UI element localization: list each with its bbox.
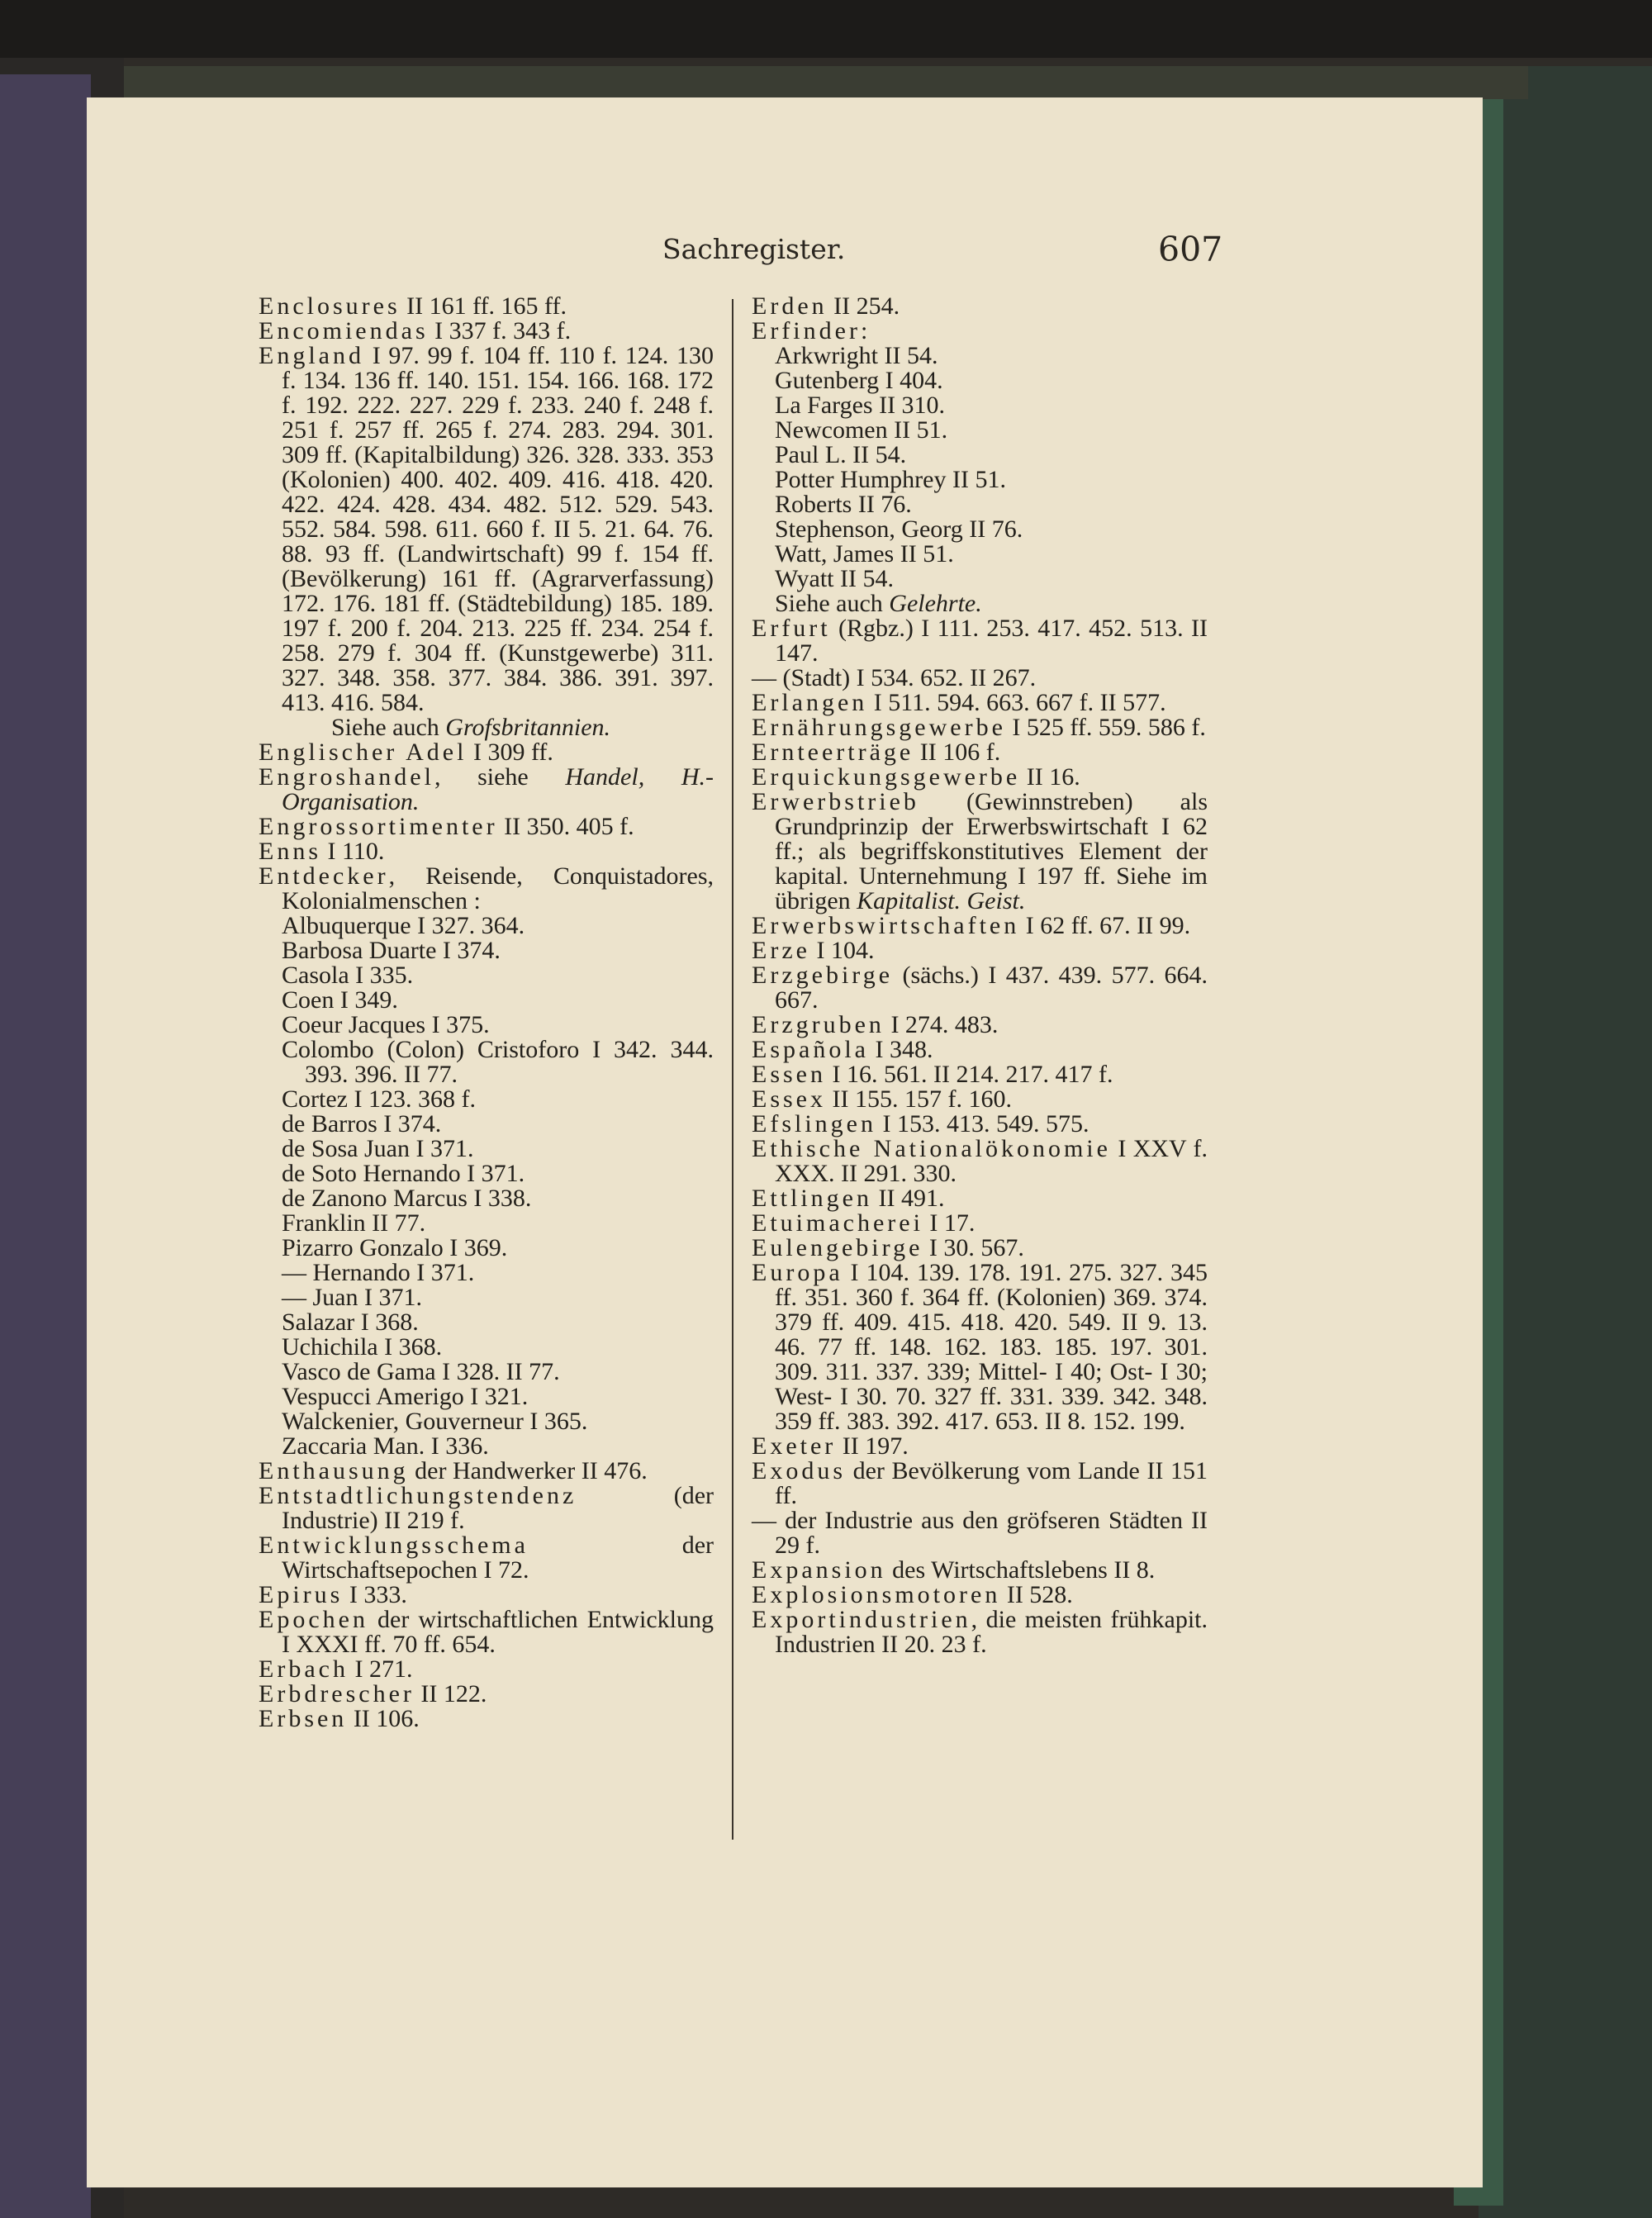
index-entry (752, 591, 1208, 616)
entry-headword: Epirus (259, 1581, 344, 1608)
entry-references: Vasco de Gama I 328. II 77. (282, 1358, 560, 1385)
entry-references: Siehe auch (331, 714, 446, 741)
index-entry (259, 1533, 714, 1583)
index-entry (752, 492, 1208, 517)
entry-headword: Entwicklungsschema (259, 1532, 529, 1559)
entry-references: II 16. (1020, 763, 1080, 791)
entry-references: I 110. (321, 838, 385, 865)
index-entry (259, 1409, 714, 1434)
entry-references: Potter Humphrey II 51. (775, 466, 1006, 493)
entry-headword: England (259, 342, 364, 369)
entry-references: (Rgbz.) I 111. 253. 417. 452. 513. II 147. (775, 615, 1208, 667)
index-entry (752, 790, 1208, 914)
entry-references: I 274. 483. (884, 1011, 999, 1038)
entry-references: I 153. 413. 549. 575. (876, 1110, 1089, 1137)
entry-references: , die meisten frühkapit. Industrien II 20. 23 f. (775, 1606, 1208, 1658)
entry-references: Zaccaria Man. I 336. (282, 1432, 489, 1460)
index-entry (752, 368, 1208, 393)
entry-references: Casola I 335. (282, 962, 414, 989)
entry-references: Barbosa Duarte I 374. (282, 937, 501, 964)
index-entry (259, 1186, 714, 1211)
entry-references: II 106. (347, 1705, 420, 1732)
index-entry (752, 1186, 1208, 1211)
entry-references: Uchichila I 368. (282, 1333, 443, 1361)
running-title: Sachregister. (662, 233, 846, 265)
index-entry (752, 740, 1208, 765)
index-entry (752, 1434, 1208, 1459)
entry-headword: Erden (752, 292, 828, 320)
index-entry (752, 1583, 1208, 1608)
entry-references: Cortez I 123. 368 f. (282, 1085, 476, 1113)
index-entry (752, 517, 1208, 542)
index-entry (752, 666, 1208, 691)
entry-cross-reference: Kapitalist. Geist. (857, 887, 1026, 914)
index-column-left (259, 294, 714, 1731)
entry-headword: Ernährungsgewerbe (752, 714, 1006, 741)
index-entry (259, 344, 714, 715)
entry-references: der wirtschaftlichen Entwicklung I XXXI ff. 70 ff. 654. (282, 1606, 714, 1658)
index-entry (259, 319, 714, 344)
entry-references: Coeur Jacques I 375. (282, 1011, 490, 1038)
index-entry (259, 988, 714, 1013)
entry-references: Arkwright II 54. (775, 342, 938, 369)
entry-references: — Juan I 371. (282, 1284, 422, 1311)
entry-headword: Ernteerträge (752, 739, 914, 766)
index-entry (752, 1112, 1208, 1137)
index-entry (752, 567, 1208, 591)
entry-headword: Exodus (752, 1457, 846, 1484)
entry-references: II 528. (1000, 1581, 1073, 1608)
entry-references: — der Industrie aus den gröfseren Städten II 29 f. (752, 1507, 1208, 1559)
entry-references: I 17. (923, 1209, 976, 1237)
index-entry (752, 691, 1208, 715)
index-entry (259, 1583, 714, 1608)
entry-references: I XXV f. XXX. II 291. 330. (775, 1135, 1208, 1187)
entry-headword: Exeter (752, 1432, 837, 1460)
index-entry (752, 938, 1208, 963)
index-entry (259, 1335, 714, 1360)
entry-references: I 16. 561. II 214. 217. 417 f. (826, 1061, 1113, 1088)
index-entry (259, 1310, 714, 1335)
entry-headword: Exportindustrien (752, 1606, 971, 1633)
entry-references: Wyatt II 54. (775, 565, 894, 592)
index-entry (259, 1484, 714, 1533)
index-entry (752, 418, 1208, 443)
index-entry (752, 963, 1208, 1013)
entry-references: Franklin II 77. (282, 1209, 426, 1237)
entry-references: de Zanono Marcus I 338. (282, 1185, 532, 1212)
entry-references: I 104. 139. 178. 191. 275. 327. 345 ff. 351. 360 f. 364 ff. (Kolonien) 369. 374. 379 ff. 409. 415. 418. 420. 549. II 9. 13. 46. 77 ff. 148. 162. 183. 185. 197. 301. 309. 311. 337. 339; Mittel- I 40; Ost- I 30; West- I 30. 70. 327 ff. 331. 339. 342. 348. 359 ff. 383. 392. 417. 653. II 8. 152. 199. (775, 1259, 1208, 1435)
entry-headword: Ethische Nationalökonomie (752, 1135, 1111, 1162)
entry-headword: Explosionsmotoren (752, 1581, 1001, 1608)
index-entry (259, 1707, 714, 1731)
entry-headword: Erzgruben (752, 1011, 885, 1038)
entry-references: I 309 ff. (467, 739, 553, 766)
page-number: 607 (1158, 230, 1223, 269)
index-entry (752, 616, 1208, 666)
entry-headword: Engrossortimenter (259, 813, 498, 840)
entry-headword: Ettlingen (752, 1185, 872, 1212)
entry-headword: Erfurt (752, 615, 831, 642)
index-entry (752, 765, 1208, 790)
index-entry (259, 1161, 714, 1186)
entry-references: La Farges II 310. (775, 392, 946, 419)
entry-references: de Soto Hernando I 371. (282, 1160, 525, 1187)
entry-references: I 271. (348, 1655, 413, 1683)
index-entry (259, 914, 714, 938)
index-entry (752, 294, 1208, 319)
index-entry (259, 1087, 714, 1112)
index-entry (752, 1508, 1208, 1558)
entry-references: I 525 ff. 559. 586 f. (1005, 714, 1206, 741)
index-entry (752, 1558, 1208, 1583)
index-entry (752, 1137, 1208, 1186)
entry-headword: Erbdrescher (259, 1680, 415, 1707)
entry-headword: Erwerbstrieb (752, 788, 919, 815)
entry-references: Gutenberg I 404. (775, 367, 943, 394)
index-entry (259, 1657, 714, 1682)
entry-cross-reference: Gelehrte. (889, 590, 982, 617)
index-column-right (752, 294, 1208, 1657)
entry-headword: Erbach (259, 1655, 349, 1683)
entry-references: Vespucci Amerigo I 321. (282, 1383, 529, 1410)
entry-references: de Barros I 374. (282, 1110, 442, 1137)
entry-references: de Sosa Juan I 371. (282, 1135, 474, 1162)
entry-references: Pizarro Gonzalo I 369. (282, 1234, 508, 1261)
entry-references: II 197. (836, 1432, 909, 1460)
entry-references: II 155. 157 f. 160. (826, 1085, 1012, 1113)
entry-references: II 122. (414, 1680, 487, 1707)
entry-headword: Englischer Adel (259, 739, 468, 766)
entry-headword: Erwerbswirtschaften (752, 912, 1020, 939)
index-entry (259, 1360, 714, 1384)
entry-headword: Erzgebirge (752, 962, 894, 989)
entry-references: II 161 ff. 165 ff. (400, 292, 567, 320)
entry-references: (Gewinnstreben) als Grundprinzip der Erwerbswirtschaft I 62 ff.; als begriffskonstitutives Element der kapital. Unternehmung I 197 ff. Siehe im übrigen (775, 788, 1208, 914)
entry-headword: Encomiendas (259, 317, 429, 344)
index-entry (259, 963, 714, 988)
index-entry (259, 839, 714, 864)
entry-references: I 62 ff. 67. II 99. (1019, 912, 1191, 939)
entry-references: — Hernando I 371. (282, 1259, 475, 1286)
entry-headword: Etuimacherei (752, 1209, 923, 1237)
entry-references: I 337 f. 343 f. (428, 317, 572, 344)
index-entry (752, 1236, 1208, 1261)
index-entry (752, 914, 1208, 938)
column-divider (732, 299, 733, 1840)
entry-headword: Enthausung (259, 1457, 409, 1484)
entry-headword: Expansion (752, 1556, 886, 1584)
index-entry (752, 443, 1208, 468)
entry-references: der Bevölkerung vom Lande II 151 ff. (775, 1457, 1208, 1509)
entry-references: Siehe auch (775, 590, 890, 617)
entry-headword: Entdecker (259, 862, 389, 890)
entry-references: (der Industrie) II 219 f. (282, 1482, 714, 1534)
entry-headword: Engroshandel (259, 763, 434, 791)
entry-references: Salazar I 368. (282, 1308, 419, 1336)
index-entry (752, 468, 1208, 492)
index-entry (259, 1459, 714, 1484)
entry-references: I 511. 594. 663. 667 f. II 577. (867, 689, 1166, 716)
index-entry (259, 1137, 714, 1161)
entry-references: II 350. 405 f. (497, 813, 634, 840)
entry-references: , siehe (434, 763, 566, 791)
entry-references: I 104. (809, 937, 875, 964)
entry-references: Stephenson, Georg II 76. (775, 515, 1023, 543)
entry-references: II 491. (871, 1185, 945, 1212)
entry-references: I 30. 567. (923, 1234, 1024, 1261)
index-entry (259, 1682, 714, 1707)
index-entry (259, 1384, 714, 1409)
entry-references: Coen I 349. (282, 986, 398, 1014)
entry-references: Colombo (Colon) Cristoforo I 342. 344. 393. 396. II 77. (282, 1036, 714, 1088)
entry-headword: Epochen (259, 1606, 368, 1633)
entry-headword: Erfinder (752, 317, 861, 344)
entry-references: Albuquerque I 327. 364. (282, 912, 525, 939)
index-entry (752, 1087, 1208, 1112)
entry-references: Newcomen II 51. (775, 416, 948, 444)
index-entry (259, 1038, 714, 1087)
entry-references: Watt, James II 51. (775, 540, 954, 568)
index-entry (752, 1211, 1208, 1236)
entry-headword: Eulengebirge (752, 1234, 923, 1261)
index-entry (752, 715, 1208, 740)
index-entry (752, 1261, 1208, 1434)
index-entry (752, 393, 1208, 418)
index-entry (259, 1261, 714, 1285)
entry-headword: Española (752, 1036, 869, 1063)
entry-references: : (860, 317, 868, 344)
index-entry (259, 938, 714, 963)
index-entry (259, 1608, 714, 1657)
entry-references: (sächs.) I 437. 439. 577. 664. 667. (775, 962, 1208, 1014)
index-entry (259, 765, 714, 815)
entry-references: I 97. 99 f. 104 ff. 110 f. 124. 130 f. 134. 136 ff. 140. 151. 154. 166. 168. 172 f. 192. 222. 227. 229 f. 233. 240 f. 248 f. 251 f. 257 ff. 265 f. 274. 283. 294. 301. 309 ff. (Kapitalbildung) 326. 328. 333. 353 (Kolonien) 400. 402. 409. 416. 418. 420. 422. 424. 428. 434. 482. 512. 529. 543. 552. 584. 598. 611. 660 f. II 5. 21. 64. 76. 88. 93 ff. (Landwirtschaft) 99 f. 154 ff. (Bevölkerung) 161 ff. (Agrarverfassung) 172. 176. 181 ff. (Städtebildung) 185. 189. 197 f. 200 f. 204. 213. 225 ff. 234. 254 f. 258. 279 f. 304 ff. (Kunstgewerbe) 311. 327. 348. 358. 377. 384. 386. 391. 397. 413. 416. 584. (282, 342, 714, 716)
index-entry (752, 1459, 1208, 1508)
entry-headword: Erquickungsgewerbe (752, 763, 1021, 791)
index-entry (752, 319, 1208, 344)
index-entry (259, 1112, 714, 1137)
index-entry (259, 715, 714, 740)
index-entry (259, 1236, 714, 1261)
entry-references: der Wirtschaftsepochen I 72. (282, 1532, 714, 1584)
entry-references: Walckenier, Gouverneur I 365. (282, 1408, 588, 1435)
entry-headword: Erlangen (752, 689, 868, 716)
index-entry (752, 542, 1208, 567)
entry-headword: Erbsen (259, 1705, 348, 1732)
index-entry (259, 740, 714, 765)
entry-references: I 333. (343, 1581, 407, 1608)
entry-references: , Reisende, Conquistadores, Kolonialmenschen : (282, 862, 714, 914)
entry-headword: Enclosures (259, 292, 401, 320)
index-entry (259, 1434, 714, 1459)
index-entry (752, 1608, 1208, 1657)
index-entry (752, 1013, 1208, 1038)
entry-references: II 254. (827, 292, 900, 320)
index-entry (752, 1038, 1208, 1062)
entry-headword: Europa (752, 1259, 843, 1286)
entry-references: — (Stadt) I 534. 652. II 267. (752, 664, 1037, 691)
entry-headword: Essex (752, 1085, 826, 1113)
entry-headword: Entstadtlichungstendenz (259, 1482, 577, 1509)
entry-references: der Handwerker II 476. (408, 1457, 648, 1484)
entry-cross-reference: Handel, H.-Organisation. (282, 763, 714, 815)
entry-cross-reference: Grofsbritannien. (445, 714, 611, 741)
entry-references: Paul L. II 54. (775, 441, 907, 468)
entry-headword: Enns (259, 838, 321, 865)
entry-headword: Essen (752, 1061, 826, 1088)
index-entry (259, 1285, 714, 1310)
index-entry (259, 1211, 714, 1236)
index-entry (752, 1062, 1208, 1087)
index-entry (259, 815, 714, 839)
entry-references: des Wirtschaftslebens II 8. (885, 1556, 1156, 1584)
index-entry (752, 344, 1208, 368)
entry-references: I 348. (868, 1036, 933, 1063)
entry-references: II 106 f. (914, 739, 1001, 766)
entry-headword: Erze (752, 937, 810, 964)
index-entry (259, 294, 714, 319)
entry-headword: Efslingen (752, 1110, 876, 1137)
index-entry (259, 1013, 714, 1038)
index-entry (259, 864, 714, 914)
entry-references: Roberts II 76. (775, 491, 912, 518)
